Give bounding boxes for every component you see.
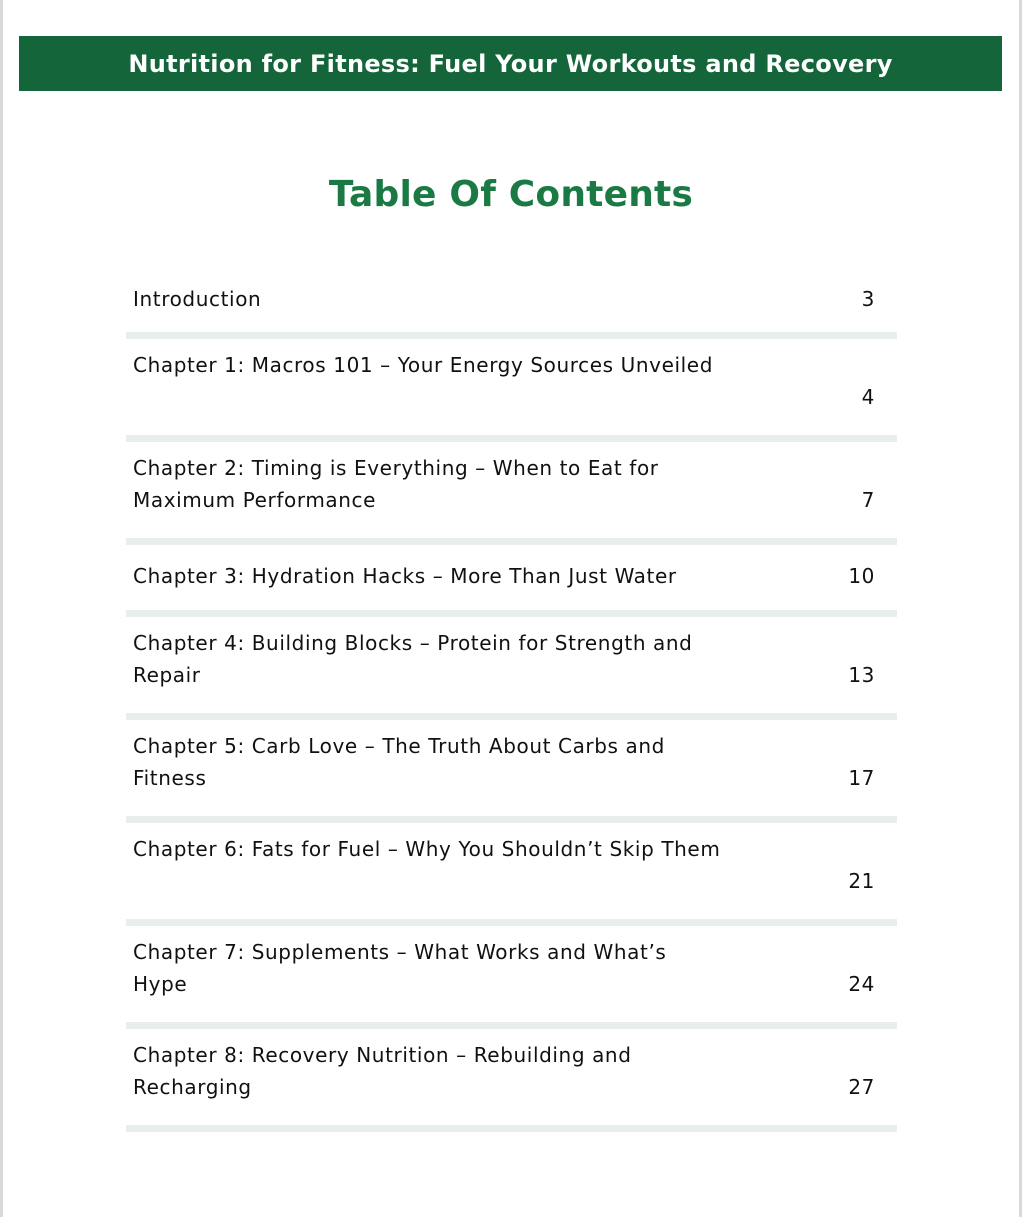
toc-entry-chapter-5[interactable] bbox=[126, 720, 897, 823]
toc-entry-chapter-3[interactable] bbox=[126, 545, 897, 617]
toc-entry-chapter-1[interactable] bbox=[126, 339, 897, 442]
toc-entry-page: 4 bbox=[861, 385, 875, 409]
toc-entry-page: 24 bbox=[848, 972, 875, 996]
toc-entry-page: 7 bbox=[861, 488, 875, 512]
toc-entry-page: 13 bbox=[848, 663, 875, 687]
toc-entry-page: 17 bbox=[848, 766, 875, 790]
toc-entry-chapter-7[interactable] bbox=[126, 926, 897, 1029]
toc-entry-title: Chapter 7: Supplements – What Works and What’s Hype bbox=[133, 940, 667, 996]
toc-entry-title: Chapter 1: Macros 101 – Your Energy Sources Unveiled bbox=[133, 353, 713, 377]
toc-entry-title: Chapter 6: Fats for Fuel – Why You Shouldn’t Skip Them bbox=[133, 837, 721, 861]
toc-entry-title: Chapter 2: Timing is Everything – When to Eat for Maximum Performance bbox=[133, 456, 659, 512]
toc-entry-page: 27 bbox=[848, 1075, 875, 1099]
toc-entry-title: Chapter 4: Building Blocks – Protein for Strength and Repair bbox=[133, 631, 693, 687]
toc-entry-chapter-6[interactable] bbox=[126, 823, 897, 926]
toc-entry-page: 10 bbox=[848, 564, 875, 588]
header-bar bbox=[19, 36, 1002, 91]
toc-entry-title: Chapter 8: Recovery Nutrition – Rebuilding and Recharging bbox=[133, 1043, 632, 1099]
toc-entry-chapter-8[interactable] bbox=[126, 1029, 897, 1132]
toc-entry-introduction[interactable] bbox=[126, 268, 897, 339]
toc-entry-chapter-4[interactable] bbox=[126, 617, 897, 720]
toc-list bbox=[126, 268, 897, 1132]
toc-entry-title: Chapter 3: Hydration Hacks – More Than Just Water bbox=[133, 564, 677, 588]
toc-heading: Table Of Contents bbox=[328, 174, 694, 215]
toc-entry-page: 21 bbox=[848, 869, 875, 893]
toc-entry-title: Introduction bbox=[133, 287, 262, 311]
toc-entry-chapter-2[interactable] bbox=[126, 442, 897, 545]
toc-entry-title: Chapter 5: Carb Love – The Truth About Carbs and Fitness bbox=[133, 734, 665, 790]
toc-entry-page: 3 bbox=[861, 287, 875, 311]
document-title: Nutrition for Fitness: Fuel Your Workouts and Recovery bbox=[128, 49, 893, 78]
